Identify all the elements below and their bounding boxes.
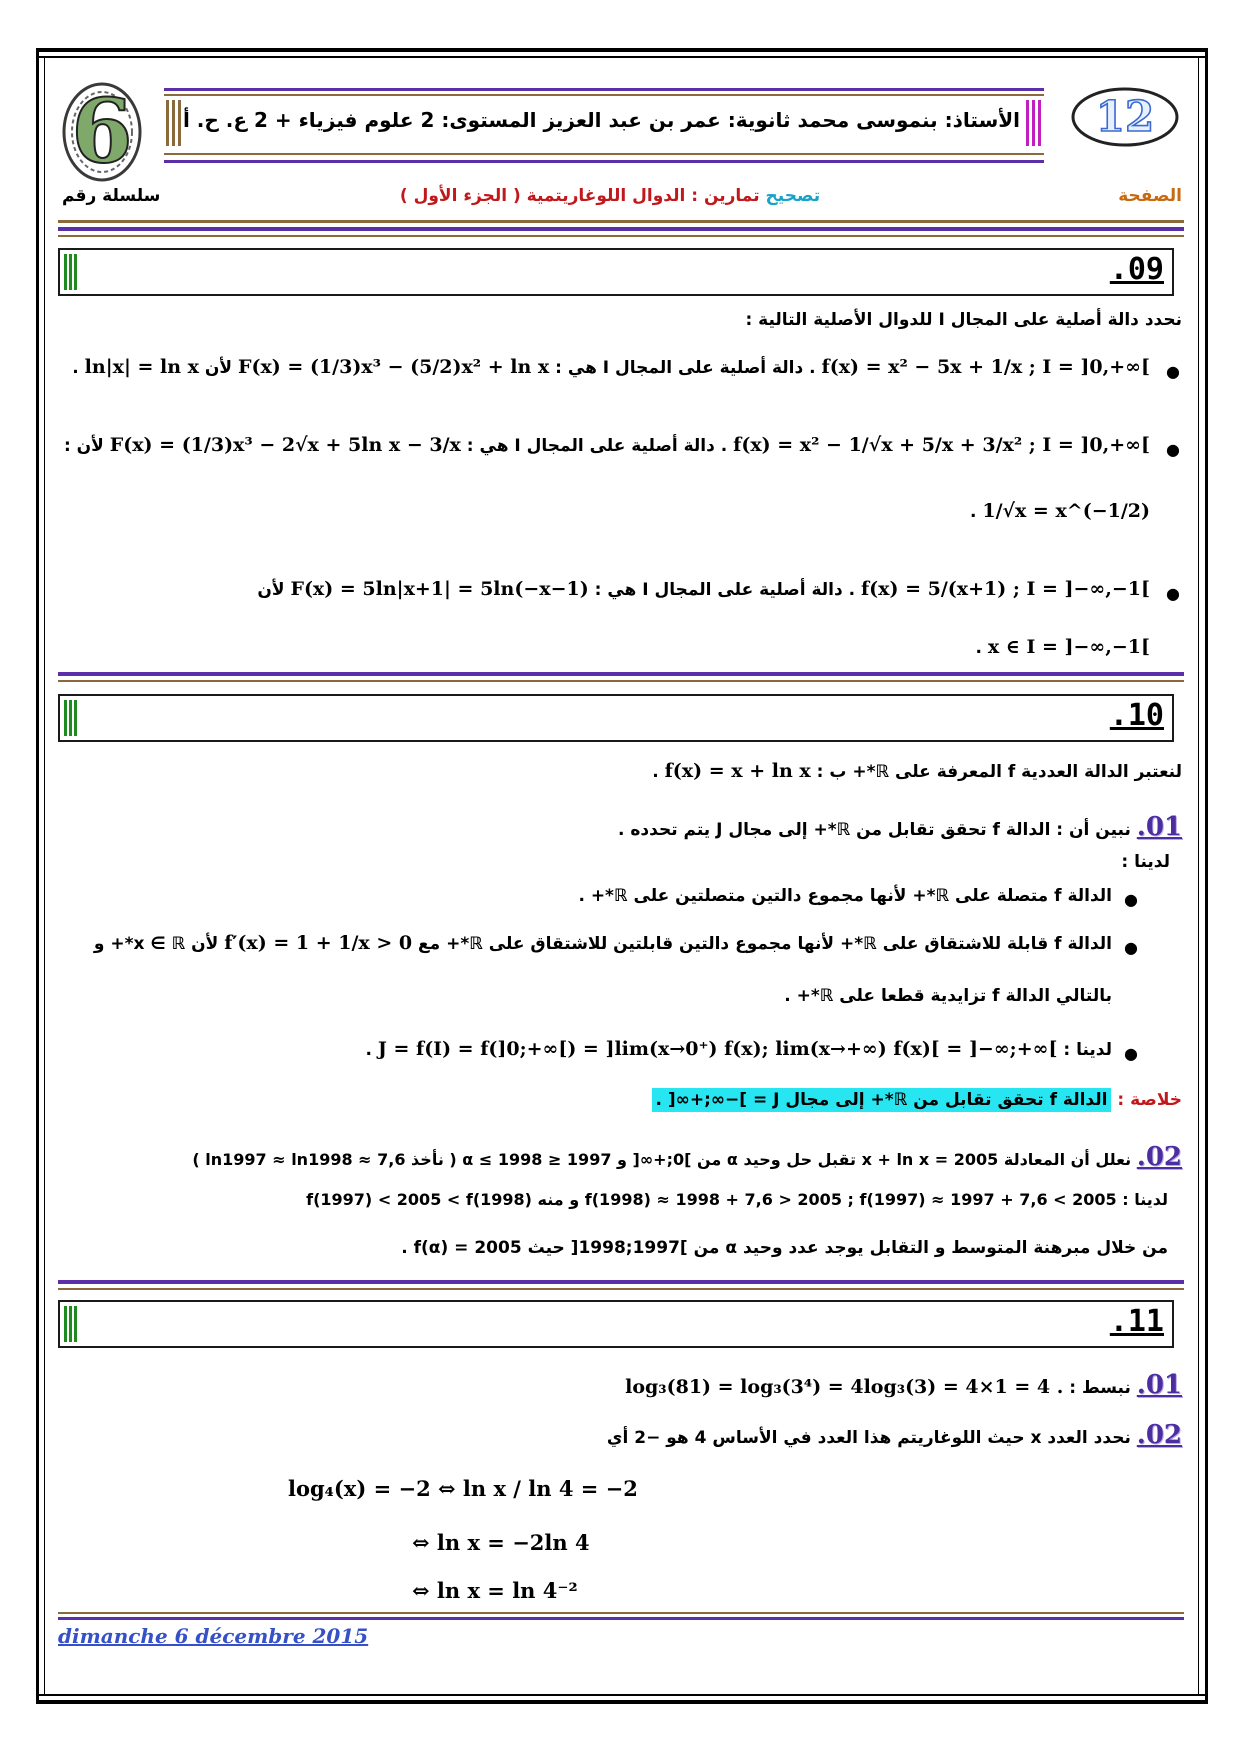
ex11-q1-label: نبسط : <box>1069 1378 1131 1398</box>
footer-divider-brown <box>58 1612 1184 1614</box>
ex09-item1-fx: f(x) = x² − 5x + 1/x ; I = ]0,+∞[ <box>821 356 1150 378</box>
ex09-item-3-reason: x ∈ I = ]−∞,−1[ . <box>975 636 1150 658</box>
header-stripes-right <box>1026 100 1042 146</box>
ex09-item-2-reason: 1/√x = x^(−1/2) . <box>969 500 1150 522</box>
series-label: سلسلة رقم <box>62 186 161 206</box>
right-border-inner <box>1198 56 1199 1696</box>
header-bottom-rule-brown <box>164 153 1044 155</box>
title-prefix: تصحيح <box>765 186 821 206</box>
question-badge: .01 <box>1136 1370 1182 1400</box>
page-number-badge <box>1070 86 1180 148</box>
worksheet-title <box>350 186 870 206</box>
ex09-item1-because: لأن <box>204 358 233 378</box>
ex11-eq3: ⇔ ln x = ln 4⁻² <box>412 1578 578 1603</box>
ex10-q2-line3: من خلال مبرهنة المتوسط و التقابل يوجد عدد وحيد α من ]1997;1998[ حيث f(α) = 2005 . <box>401 1238 1168 1258</box>
ex09-item3-text: دالة أصلية على المجال I هي : <box>594 580 843 600</box>
ex10-q1 <box>618 812 1182 842</box>
ex09-intro: نحدد دالة أصلية على المجال I للدوال الأصلية التالية : <box>745 310 1182 330</box>
ex10-we-have: لدينا : <box>1121 852 1170 872</box>
divider-purple <box>58 672 1184 676</box>
ex10-b2-math: f′(x) = 1 + 1/x > 0 <box>224 932 413 954</box>
teacher-line: الأستاذ: بنموسى محمد ثانوية: عمر بن عبد العزيز المستوى: 2 علوم فيزياء + 2 ع. ح. أ <box>182 108 1020 132</box>
bullet: ● <box>1124 1044 1138 1063</box>
section-header-09 <box>58 248 1174 296</box>
series-number: 6 <box>71 79 133 183</box>
ex09-item2-text: دالة أصلية على المجال I هي : <box>466 436 715 456</box>
ex10-q2-text: نعلل أن المعادلة x + ln x = 2005 تقبل حل وحيد α من ]0;+∞[ و 1997 ≤ α ≤ 1998 ( نأخذ ln1997 ≈ ln1998 ≈ 7,6 ) <box>192 1150 1132 1169</box>
section-number: .09 <box>1109 252 1164 287</box>
ex10-b3-label: لدينا : <box>1063 1040 1112 1060</box>
ex10-b3-math: J = f(I) = f(]0;+∞[) = ]lim(x→0⁺) f(x); lim(x→+∞) f(x)[ = ]−∞;+∞[ <box>377 1038 1058 1060</box>
ex10-bullet-2 <box>94 932 1112 954</box>
footer-date: dimanche 6 décembre 2015 <box>58 1624 369 1648</box>
conclusion-text: الدالة f تحقق تقابل من ℝ*+ إلى مجال J = ]−∞;+∞[ . <box>652 1088 1112 1112</box>
ex09-item-3: f(x) = 5/(x+1) ; I = ]−∞,−1[ . دالة أصلية على المجال I هي : F(x) = 5ln|x+1| = 5ln(−x−1) لأن <box>257 578 1150 600</box>
ex09-item1-reason: ln|x| = ln x <box>84 356 199 378</box>
right-border <box>1205 48 1208 1704</box>
ex09-item2-because: لأن : <box>63 436 104 456</box>
ex10-bullet-2-cont: بالتالي الدالة f تزايدية قطعا على ℝ*+ . <box>784 986 1112 1006</box>
section-header-10 <box>58 694 1174 742</box>
divider-brown-2 <box>58 235 1184 237</box>
ex10-intro-text: لنعتبر الدالة العددية f المعرفة على ℝ*+ ب : <box>816 762 1182 782</box>
series-logo <box>60 78 144 186</box>
ex09-item1-Fx: F(x) = (1/3)x³ − (5/2)x² + ln x <box>238 356 550 378</box>
bullet: ● <box>1166 362 1180 381</box>
ex09-item2-fx: f(x) = x² − 1/√x + 5/x + 3/x² ; I = ]0,+∞[ <box>733 434 1150 456</box>
ex11-q1-math: log₃(81) = log₃(3⁴) = 4log₃(3) = 4×1 = 4 . <box>625 1376 1064 1398</box>
bullet: ● <box>1124 938 1138 957</box>
ex11-eq2: ⇔ ln x = −2ln 4 <box>412 1530 590 1555</box>
header-top-rule-brown <box>164 94 1044 96</box>
ex09-item3-because: لأن <box>257 580 285 600</box>
section-header-11 <box>58 1300 1174 1348</box>
left-border <box>36 48 39 1704</box>
header-bottom-rule-purple <box>164 160 1044 163</box>
divider-purple <box>58 1280 1184 1284</box>
bullet: ● <box>1166 440 1180 459</box>
ex11-q2-text: نحدد العدد x حيث اللوغاريتم هذا العدد في الأساس 4 هو −2 أي <box>606 1428 1131 1448</box>
section-number: .11 <box>1109 1304 1164 1339</box>
ex10-bullet-1: الدالة f متصلة على ℝ*+ لأنها مجموع دالتين متصلتين على ℝ*+ . <box>578 886 1112 906</box>
section-number: .10 <box>1109 698 1164 733</box>
header-stripes-left <box>166 100 182 146</box>
header-top-rule-purple <box>164 88 1044 91</box>
ex09-item-2: f(x) = x² − 1/√x + 5/x + 3/x² ; I = ]0,+∞[ . دالة أصلية على المجال I هي : F(x) = (1/3)x³ − 2√x + 5ln x − 3/x لأن : <box>63 434 1150 456</box>
ex09-item1-text: دالة أصلية على المجال I هي : <box>555 358 804 378</box>
bottom-rule-2 <box>36 1700 1208 1704</box>
ex09-item2-reason: 1/√x = x^(−1/2) <box>982 500 1150 522</box>
top-rule-2 <box>36 56 1208 58</box>
bullet: ● <box>1124 890 1138 909</box>
ex10-intro: لنعتبر الدالة العددية f المعرفة على ℝ*+ ب : f(x) = x + ln x . <box>652 760 1182 782</box>
title-main: تمارين : الدوال اللوغاريتمية ( الجزء الأول ) <box>399 186 760 206</box>
ex10-conclusion <box>652 1090 1182 1110</box>
ex11-q1 <box>625 1370 1182 1400</box>
ex10-bullet-3: لدينا : J = f(I) = f(]0;+∞[) = ]lim(x→0⁺) f(x); lim(x→+∞) f(x)[ = ]−∞;+∞[ . <box>365 1038 1112 1060</box>
divider-purple <box>58 227 1184 231</box>
section-stripes <box>64 1306 78 1342</box>
bullet: ● <box>1166 584 1180 603</box>
conclusion-label: خلاصة : <box>1117 1090 1182 1110</box>
footer-divider-purple <box>58 1617 1184 1620</box>
ex09-item3-fx: f(x) = 5/(x+1) ; I = ]−∞,−1[ <box>861 578 1150 600</box>
question-badge: .02 <box>1136 1142 1182 1172</box>
section-stripes <box>64 700 78 736</box>
question-badge: .02 <box>1136 1420 1182 1450</box>
ex09-item2-Fx: F(x) = (1/3)x³ − 2√x + 5ln x − 3/x <box>109 434 461 456</box>
ex10-b2-tail: لأن x ∈ ℝ*+ و <box>93 934 219 954</box>
bottom-rule-1 <box>36 1694 1208 1696</box>
ex11-q2 <box>607 1420 1182 1450</box>
ex11-eq1: log₄(x) = −2 ⇔ ln x / ln 4 = −2 <box>288 1476 638 1501</box>
section-stripes <box>64 254 78 290</box>
divider-brown <box>58 220 1184 223</box>
top-rule-1 <box>36 48 1208 52</box>
page-number: 12 <box>1095 92 1155 141</box>
divider-brown <box>58 1288 1184 1290</box>
left-border-inner <box>44 56 45 1696</box>
ex09-item3-Fx: F(x) = 5ln|x+1| = 5ln(−x−1) <box>290 578 589 600</box>
ex10-q2 <box>192 1142 1182 1172</box>
ex09-item3-reason: x ∈ I = ]−∞,−1[ <box>987 636 1150 658</box>
ex10-b2-text: الدالة f قابلة للاشتقاق على ℝ*+ لأنها مجموع دالتين قابلتين للاشتقاق على ℝ*+ مع <box>418 934 1112 954</box>
ex09-item-1: f(x) = x² − 5x + 1/x ; I = ]0,+∞[ . دالة أصلية على المجال I هي : F(x) = (1/3)x³ − (5/2)x² + ln x لأن ln|x| = ln x . <box>72 356 1150 378</box>
question-badge: .01 <box>1136 812 1182 842</box>
divider-brown <box>58 680 1184 682</box>
ex10-q1-text: نبين أن : الدالة f تحقق تقابل من ℝ*+ إلى مجال J يتم تحدده . <box>617 820 1131 840</box>
ex10-intro-math: f(x) = x + ln x <box>664 760 811 782</box>
ex10-q2-line2: لدينا : f(1998) ≈ 1998 + 7,6 > 2005 ; f(1997) ≈ 1997 + 7,6 < 2005 و منه f(1997) < 2005 < f(1998) <box>306 1190 1168 1209</box>
page-label: الصفحة <box>1118 186 1182 206</box>
